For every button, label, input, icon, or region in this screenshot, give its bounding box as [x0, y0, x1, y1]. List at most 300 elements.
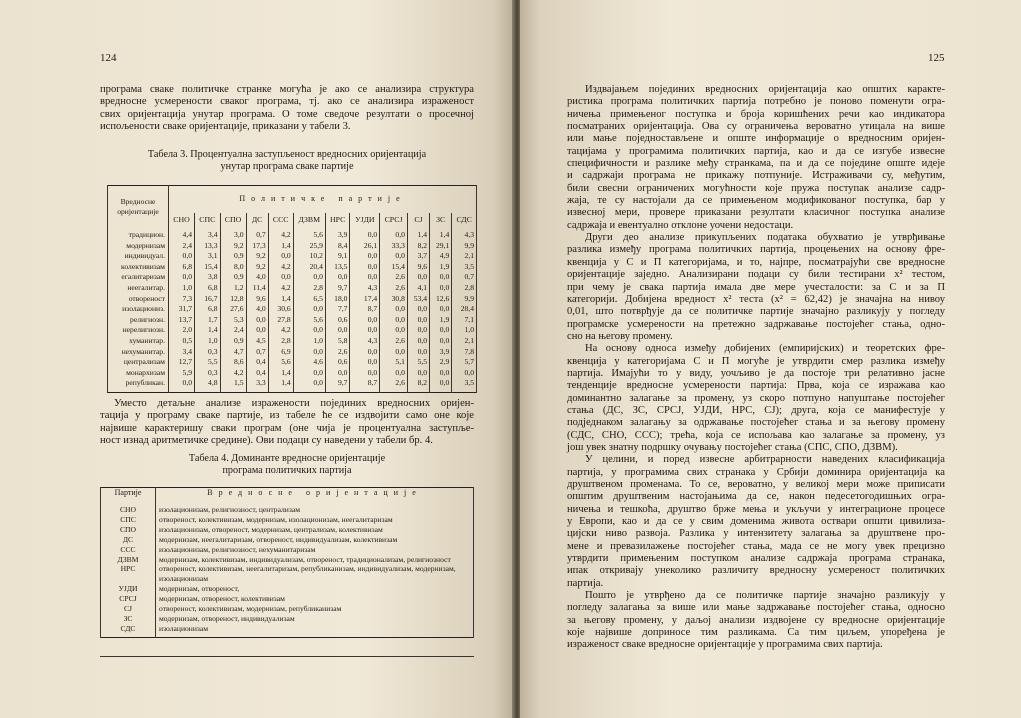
text-line: мене и превазилажење постојећег стања, мада се не могу увек прецизно: [567, 540, 945, 552]
table3-cell: 3,1: [195, 251, 221, 262]
table3-row: [108, 272, 477, 283]
text-line: На основу односа између добијених (емпиријских) и теоретских фре-: [585, 343, 945, 355]
table3-row: [108, 368, 477, 379]
table3-cell: 5,6: [293, 315, 325, 326]
table3-cell: 0,0: [407, 272, 429, 283]
table3-cell: 2,4: [169, 241, 195, 252]
table3-row-label: традицион.: [108, 227, 169, 241]
text-line: општим друштвеним настојањима да се, након педесетогодишњих огра-: [567, 491, 945, 503]
table3-cell: 5,6: [293, 227, 325, 241]
table3-column-header: СПС: [195, 213, 221, 227]
table3-column-header: ДЗВМ: [293, 213, 325, 227]
table4-orientations: модернизам, отвореност, индивидуализам: [156, 614, 474, 624]
table3-cell: 0,6: [325, 357, 350, 368]
table3-column-header: СЈ: [407, 213, 429, 227]
table3-cell: 0,0: [407, 304, 429, 315]
table3-cell: 8,2: [407, 378, 429, 392]
table3-row-label: нерелигиозн.: [108, 325, 169, 336]
table3-cell: 28,4: [452, 304, 477, 315]
table4-row: [101, 584, 474, 594]
table3-cell: 8,0: [220, 262, 246, 273]
text-line: ристика програма политичких партија потребно је поново поменути огра-: [567, 96, 945, 108]
text-line: у Европи, као и да се у свим доменима живота оствари општи цивилиза-: [567, 516, 945, 528]
text-line: Други део анализе прикупљених података обухватио је утврђивање: [585, 232, 945, 244]
table3-cell: 1,9: [430, 315, 452, 326]
table3-column-header: ССС: [268, 213, 293, 227]
table3-cell: 1,0: [195, 336, 221, 347]
table3-cell: 6,8: [195, 283, 221, 294]
text-line: Издвајањем појединих вредносних оријентација као општих каракте-: [585, 84, 945, 95]
text-line: партија, у програмима свих странака у Србији доминира оријентација ка: [567, 466, 945, 478]
table3-cell: 1,4: [195, 325, 221, 336]
table4-orient-header: Вредносне оријентације: [156, 488, 474, 503]
text-line: подједнаком залагању за одржавање постојећег стања и за његову промену: [567, 417, 945, 429]
table3-row: [108, 241, 477, 252]
table3-cell: 0,0: [380, 304, 408, 315]
table3-cell: 0,0: [325, 368, 350, 379]
table3-cell: 0,9: [220, 251, 246, 262]
table4-row: [101, 525, 474, 535]
caption-line: програма политичких партија: [222, 465, 352, 476]
text-line: ничења примењеног поступка и броја коришћених речи као индикатора: [567, 108, 945, 120]
table3-cell: 4,3: [350, 283, 380, 294]
text-line: категорији. Добијена вредност x² теста (x² = 62,42) је значајна на нивоу: [567, 293, 945, 305]
table3-caption: [100, 149, 474, 173]
table3-cell: 4,0: [246, 304, 268, 315]
table3-row: [108, 357, 477, 368]
table3-cell: 3,5: [452, 262, 477, 273]
table3-cell: 8,7: [350, 378, 380, 392]
table3-cell: 13,3: [195, 241, 221, 252]
text-line: разлика између програма политичких партија, процењених на основу фре-: [567, 244, 945, 256]
text-line: програмске усмерености на претежно задржавање постојећег стања, одно-: [567, 318, 945, 330]
text-line: цијски ниво развоја. Разлика у интензитету залагања за друштвене про-: [567, 528, 945, 540]
table3-cell: 5,9: [169, 368, 195, 379]
table3-cell: 9,6: [407, 262, 429, 273]
table3-cell: 5,7: [452, 357, 477, 368]
table3-cell: 1,0: [293, 336, 325, 347]
table3-cell: 0,0: [246, 315, 268, 326]
table3-row: [108, 378, 477, 392]
table3-cell: 9,2: [246, 251, 268, 262]
text-line: оријентације заједно. Анализирани подаци су били тестирани x² тестом,: [567, 269, 945, 281]
table3-cell: 5,3: [220, 315, 246, 326]
table3-cell: 13,5: [325, 262, 350, 273]
table3-row-label: републикан.: [108, 378, 169, 392]
table4-party: СНО: [101, 502, 156, 515]
table3-cell: 0,0: [407, 336, 429, 347]
table3-cell: 4,0: [246, 272, 268, 283]
table3-cell: 3,5: [452, 378, 477, 392]
table4-orientations: модернизам, отвореност,: [156, 584, 474, 594]
table3-cell: 0,0: [293, 378, 325, 392]
right-body-text: [567, 84, 945, 652]
table3-cell: 4,5: [246, 336, 268, 347]
table3-cell: 4,2: [268, 227, 293, 241]
table3-cell: 0,5: [169, 336, 195, 347]
text-line: Уместо детаљне анализе изражености појединих вредносних оријен-: [114, 398, 474, 409]
table3-cell: 3,9: [325, 227, 350, 241]
table3-cell: 15,4: [380, 262, 408, 273]
table3-cell: 2,6: [380, 378, 408, 392]
table3-cell: 0,0: [380, 227, 408, 241]
table3-cell: 0,0: [407, 315, 429, 326]
right-page: [520, 0, 1021, 718]
table3-cell: 5,5: [407, 357, 429, 368]
text-line: ност изнад аритметичке средине). Ови подаци су наведени у табели бр. 4.: [100, 435, 433, 447]
table3-row-label: нехуманитар.: [108, 347, 169, 358]
table3-cell: 0,9: [220, 272, 246, 283]
table3-cell: 8,7: [350, 304, 380, 315]
table3-cell: 0,0: [293, 272, 325, 283]
text-line: тацијама у програмима политичких партија, као и да се изгубе извесне: [567, 145, 945, 157]
table3-cell: 4,6: [293, 357, 325, 368]
table3-cell: 1,4: [268, 294, 293, 305]
table3: [107, 185, 477, 393]
table3-cell: 6,9: [268, 347, 293, 358]
table3-column-header: СНО: [169, 213, 195, 227]
table3-cell: 18,0: [325, 294, 350, 305]
table3-cell: 2,0: [169, 325, 195, 336]
table3-cell: 1,9: [430, 262, 452, 273]
table3-cell: 0,0: [268, 251, 293, 262]
table4-orientations: отвореност, колективизам, неегалитаризам, републиканизам, индивидуализам, модернизам, изолационизам: [156, 564, 474, 584]
table4-row: [101, 564, 474, 584]
text-line: утврдити примењеним поступком анализе садржаја програма странака,: [567, 553, 945, 565]
text-line: које највише доприносе тим разликама. Са тим циљем, упоређена је: [567, 627, 945, 639]
text-line: и садржаји програма не прикажу потпуније. Истраживачи су, међутим,: [567, 170, 945, 182]
table3-cell: 0,0: [452, 368, 477, 379]
table3-cell: 0,0: [293, 347, 325, 358]
caption-line: Табела 3. Процентуална заступљеност вредносних оријентација: [147, 149, 427, 160]
table3-cell: 0,0: [407, 347, 429, 358]
table4-orientations: изолационизам, религиозност, нехуманитаризам: [156, 545, 474, 555]
table4-orientations: изолационизам, отвореност, модернизам, централизам, колективизам: [156, 525, 474, 535]
table3-cell: 9,1: [325, 251, 350, 262]
table3-cell: 9,6: [246, 294, 268, 305]
table3-cell: 0,0: [350, 368, 380, 379]
text-line: квенција у С и П категоријама, и то, најпре, посматрајући све вредносне: [567, 256, 945, 268]
text-line: били свесни ограничених могућности које пружа поступак анализе садр-: [567, 182, 945, 194]
table3-corner-label: Вредносне оријентације: [108, 186, 169, 228]
table3-cell: 7,7: [325, 304, 350, 315]
table4-party: СДС: [101, 624, 156, 637]
text-line: израженост сваке вредносне оријентације у програмима свих партија.: [567, 639, 883, 651]
table3-cell: 4,2: [268, 283, 293, 294]
table3-cell: 0,0: [380, 347, 408, 358]
table3-cell: 0,0: [350, 272, 380, 283]
table3-cell: 1,4: [268, 368, 293, 379]
table4-bottom-rule: [100, 656, 474, 657]
table3-cell: 3,7: [407, 251, 429, 262]
table3-cell: 7,8: [452, 347, 477, 358]
table3-cell: 8,6: [220, 357, 246, 368]
text-line: погледу залагања за више или мање задржавање постојећег стања, односно: [567, 602, 945, 614]
table3-cell: 0,0: [380, 315, 408, 326]
table3-cell: 31,7: [169, 304, 195, 315]
text-line: сно на његову промену.: [567, 330, 673, 342]
text-line: жаја, те су настојали да се примењеном модификованог поступка, бар у: [567, 195, 945, 207]
table4-row: [101, 555, 474, 565]
text-line: У целини, и поред извесне арбитрарности наведених класификација: [585, 454, 945, 466]
table3-cell: 7,3: [169, 294, 195, 305]
text-line: 0,01, што потврђује да се политичке партије значајно разликују у погледу: [567, 306, 945, 318]
table4-party: СПС: [101, 515, 156, 525]
table4-row: [101, 502, 474, 515]
table3-cell: 2,1: [452, 336, 477, 347]
table3-cell: 0,0: [169, 251, 195, 262]
table3-row-label: изолациониз.: [108, 304, 169, 315]
table3-cell: 1,5: [220, 378, 246, 392]
table3-cell: 4,1: [407, 283, 429, 294]
table3-cell: 5,6: [268, 357, 293, 368]
table3-cell: 27,8: [268, 315, 293, 326]
table3-cell: 0,0: [407, 368, 429, 379]
table3-cell: 53,4: [407, 294, 429, 305]
table3-row: [108, 251, 477, 262]
table4: [100, 487, 474, 638]
table3-cell: 0,0: [350, 262, 380, 273]
table3-cell: 4,3: [350, 336, 380, 347]
table3-cell: 3,9: [430, 347, 452, 358]
table3-cell: 5,8: [325, 336, 350, 347]
table3-cell: 4,3: [452, 227, 477, 241]
table3-row: [108, 325, 477, 336]
table4-row: [101, 604, 474, 614]
table4-party-header: Партије: [101, 488, 156, 503]
table3-cell: 0,9: [220, 336, 246, 347]
text-line: квенција у категоријама С и П могуће је утврдити смер разлика између: [567, 355, 945, 367]
table3-cell: 3,4: [169, 347, 195, 358]
table4-party: УЈДИ: [101, 584, 156, 594]
table3-cell: 8,4: [325, 241, 350, 252]
table3-column-header: ЗС: [430, 213, 452, 227]
table3-cell: 0,0: [350, 315, 380, 326]
table3-column-header: СДС: [452, 213, 477, 227]
text-line: програма сваке политичке странке могућа је ако се анализира структура: [100, 84, 474, 95]
page-number-right: 125: [928, 52, 945, 64]
table3-cell: 0,0: [430, 272, 452, 283]
table3-column-header: НРС: [325, 213, 350, 227]
table3-column-header: СРСЈ: [380, 213, 408, 227]
table3-cell: 6,8: [195, 304, 221, 315]
table4-orientations: отвореност, колективизам, модернизам, републиканизам: [156, 604, 474, 614]
table3-cell: 9,9: [452, 294, 477, 305]
table3-cell: 2,8: [452, 283, 477, 294]
table3-cell: 1,7: [195, 315, 221, 326]
text-line: друштвеном променама. То се, вероватно, у великој мери може приписати: [567, 479, 945, 490]
table4-orientations: модернизам, неегалитаризам, отвореност, индивидуализам, колективизам: [156, 535, 474, 545]
table3-row-label: хуманитар.: [108, 336, 169, 347]
table3-group-header: Политичке партије: [169, 186, 477, 214]
table4-row: [101, 535, 474, 545]
table3-row-label: монархизам: [108, 368, 169, 379]
text-line: ипак откривају унеколико различиту вредносну усмереност политичких: [567, 565, 945, 577]
text-line: партија.: [567, 577, 604, 589]
text-line: посматраних оријентација. Ова су ограничења вероватно утицала на више: [567, 121, 945, 133]
table4-row: [101, 515, 474, 525]
table3-cell: 12,6: [430, 294, 452, 305]
table4-party: ССС: [101, 545, 156, 555]
text-line: тација у програму сваке партије, из табеле ће се издвојити само оне које: [100, 410, 474, 422]
text-line: свих оријентација унутар програма. О томе сведоче резултати о просечној: [100, 108, 474, 120]
table3-cell: 0,0: [169, 378, 195, 392]
table3-cell: 7,1: [452, 315, 477, 326]
text-line: још увек знатну подршку очувању постојећег стања (СПС, СПО, ДЗВМ).: [567, 441, 898, 453]
table3-cell: 0,7: [452, 272, 477, 283]
table4-row: [101, 624, 474, 637]
table3-cell: 17,3: [246, 241, 268, 252]
table3-cell: 13,7: [169, 315, 195, 326]
table4-party: ЗС: [101, 614, 156, 624]
table3-cell: 2,1: [452, 251, 477, 262]
table3-cell: 4,2: [268, 325, 293, 336]
table3-cell: 0,7: [246, 227, 268, 241]
table3-cell: 0,0: [325, 325, 350, 336]
table3-cell: 0,0: [293, 304, 325, 315]
table3-cell: 2,9: [430, 357, 452, 368]
table3-cell: 2,8: [268, 336, 293, 347]
intro-paragraph: [100, 84, 474, 133]
table4-party: СЈ: [101, 604, 156, 614]
table3-cell: 0,7: [246, 347, 268, 358]
table3-cell: 0,0: [350, 227, 380, 241]
table3-cell: 0,0: [293, 325, 325, 336]
text-line: (СДС, СНО, ССС); трећа, која се испољава као залагање за промену, уз: [567, 429, 945, 441]
table3-column-header: УЈДИ: [350, 213, 380, 227]
table3-column-header: ДС: [246, 213, 268, 227]
text-line: тенденције вредносне усмерености партија: Прва, која се изражава као: [567, 380, 945, 392]
table4-party: ДЗВМ: [101, 555, 156, 565]
table4-orientations: отвореност, колективизам, модернизам, изолационизам, неегалитаризам: [156, 515, 474, 525]
text-line: доминантно залагање за промену, уз скоро потпуно напуштање постојећег: [567, 392, 945, 404]
table3-row-label: егалитаризам: [108, 272, 169, 283]
caption-line: унутар програма сваке партије: [220, 161, 354, 172]
table3-cell: 1,2: [220, 283, 246, 294]
table3-cell: 0,0: [430, 283, 452, 294]
table3-cell: 25,9: [293, 241, 325, 252]
table3-cell: 8,2: [407, 241, 429, 252]
table3-cell: 0,0: [350, 357, 380, 368]
table3-cell: 4,2: [220, 368, 246, 379]
table3-row: [108, 347, 477, 358]
table3-cell: 0,3: [195, 368, 221, 379]
table3-cell: 0,0: [380, 325, 408, 336]
table3-row-label: колективизам: [108, 262, 169, 273]
table3-cell: 0,0: [430, 368, 452, 379]
caption-line: Табела 4. Доминанте вредносне оријентације: [188, 453, 386, 464]
table3-cell: 9,2: [246, 262, 268, 273]
table3-cell: 2,6: [380, 272, 408, 283]
table3-cell: 20,4: [293, 262, 325, 273]
table3-cell: 2,4: [220, 325, 246, 336]
text-line: испољености сваке оријентације, приказани у табели 3.: [100, 121, 351, 133]
table3-cell: 12,7: [169, 357, 195, 368]
table3-cell: 3,3: [246, 378, 268, 392]
table4-orientations: изолационизам, религиозност, централизам: [156, 502, 474, 515]
table3-cell: 9,9: [452, 241, 477, 252]
table3-cell: 4,9: [430, 251, 452, 262]
table3-row: [108, 315, 477, 326]
text-line: садржаја и евентуално отклоне уочени недостаци.: [567, 219, 794, 231]
table3-row: [108, 294, 477, 305]
table3-cell: 1,4: [430, 227, 452, 241]
table3-cell: 2,6: [380, 336, 408, 347]
table3-cell: 0,0: [268, 272, 293, 283]
table4-party: СПО: [101, 525, 156, 535]
table3-cell: 0,0: [430, 378, 452, 392]
table3-cell: 0,0: [293, 368, 325, 379]
table3-cell: 2,6: [325, 347, 350, 358]
table3-cell: 5,5: [195, 357, 221, 368]
table3-row-label: религиозн.: [108, 315, 169, 326]
table3-cell: 27,6: [220, 304, 246, 315]
table3-cell: 12,8: [220, 294, 246, 305]
table3-cell: 4,7: [220, 347, 246, 358]
table3-cell: 4,8: [195, 378, 221, 392]
table4-row: [101, 594, 474, 604]
table3-row-label: модернизам: [108, 241, 169, 252]
table3-cell: 1,0: [452, 325, 477, 336]
table3-cell: 3,0: [220, 227, 246, 241]
table3-row-label: отвореност: [108, 294, 169, 305]
table3-cell: 33,3: [380, 241, 408, 252]
table4-row: [101, 545, 474, 555]
text-line: ничења и тешкоћа, друштво брже мења и укључи у интеграционе процесе: [567, 503, 945, 515]
table3-cell: 1,0: [169, 283, 195, 294]
table3-cell: 29,1: [430, 241, 452, 252]
table3-cell: 0,4: [246, 368, 268, 379]
table3-cell: 0,0: [350, 325, 380, 336]
table3-cell: 5,1: [380, 357, 408, 368]
table3-cell: 9,2: [220, 241, 246, 252]
text-line: стања (ДС, ЗС, СРСЈ, УЈДИ, НРС, СЈ); друга, која се манифестује у: [567, 404, 945, 416]
table4-party: СРСЈ: [101, 594, 156, 604]
table3-row: [108, 336, 477, 347]
table4-orientations: изолационизам: [156, 624, 474, 637]
text-line: извесној мери, провере приказани резултати класичног поступка анализе: [567, 207, 945, 219]
table3-cell: 2,8: [293, 283, 325, 294]
table3-cell: 9,7: [325, 283, 350, 294]
table4-caption: [100, 453, 474, 477]
table3-cell: 9,7: [325, 378, 350, 392]
table3-cell: 0,3: [195, 347, 221, 358]
table3-cell: 26,1: [350, 241, 380, 252]
text-line: вредносне усмерености сваког програма, тј. ако се анализира израженост: [100, 96, 474, 108]
table3-cell: 0,0: [430, 336, 452, 347]
table3-row: [108, 227, 477, 241]
table3-cell: 3,8: [195, 272, 221, 283]
table3-cell: 0,0: [169, 272, 195, 283]
table3-cell: 10,2: [293, 251, 325, 262]
table3-cell: 0,0: [246, 325, 268, 336]
table3-cell: 1,4: [407, 227, 429, 241]
table4-row: [101, 614, 474, 624]
table3-column-header: СПО: [220, 213, 246, 227]
table4-orientations: модернизам, колективизам, индивидуализам, отвореност, традиционализам, религиозност: [156, 555, 474, 565]
table3-row: [108, 304, 477, 315]
table3-cell: 0,0: [380, 251, 408, 262]
table3-cell: 16,7: [195, 294, 221, 305]
table3-cell: 1,4: [268, 378, 293, 392]
text-line: за његову промену, у даљој анализи издвојене су вредносне оријентације: [567, 614, 945, 626]
table3-row-label: централизам: [108, 357, 169, 368]
table4-party: НРС: [101, 564, 156, 584]
table4-orientations: модернизам, отвореност, колективизам: [156, 594, 474, 604]
table3-cell: 0,0: [350, 251, 380, 262]
table3-row-label: неегалитар.: [108, 283, 169, 294]
text-line: Пошто је утврђено да се политичке партије значајно разликују у: [585, 590, 945, 602]
